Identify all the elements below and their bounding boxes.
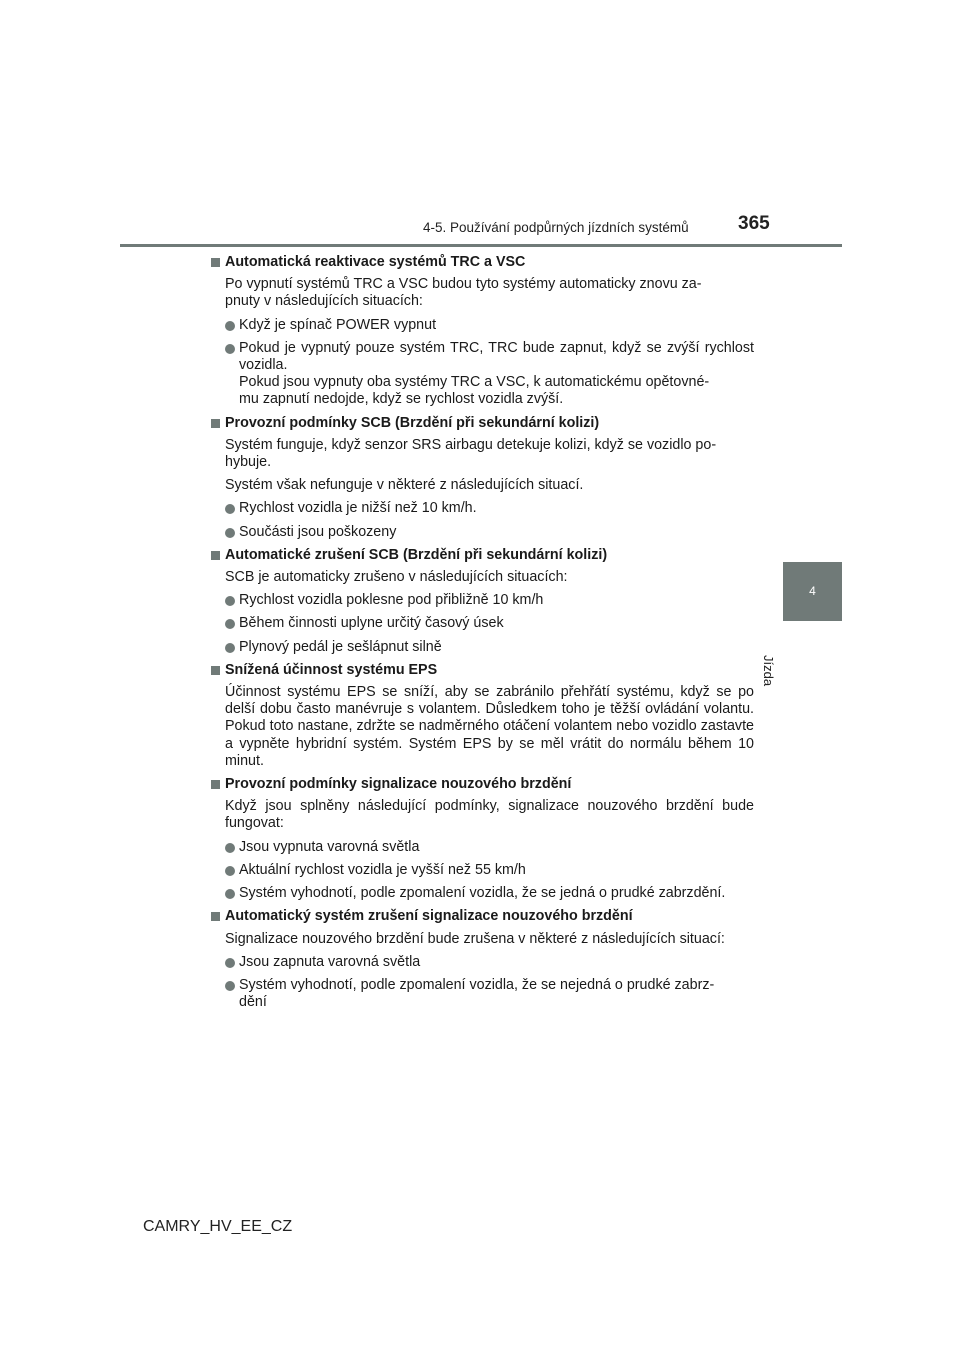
section: [210, 415, 754, 541]
bullet-item: [210, 862, 754, 879]
bullet-text: Aktuální rychlost vozidla je vyšší než 55 km/h: [239, 861, 526, 878]
bullet-item: [210, 639, 754, 656]
section-heading-text: Provozní podmínky signalizace nouzového brzdění: [225, 776, 572, 793]
bullet-item: [210, 954, 754, 971]
bullet-text: Součásti jsou poškozeny: [239, 523, 397, 540]
round-bullet-icon: [225, 619, 235, 629]
square-bullet-icon: [211, 419, 220, 428]
round-bullet-icon: [225, 596, 235, 606]
section: [210, 547, 754, 656]
bullet-item: [210, 592, 754, 609]
section-heading-text: Provozní podmínky SCB (Brzdění při sekundární kolizi): [225, 414, 600, 431]
bullet-item: [210, 885, 754, 902]
paragraph: Systém funguje, když senzor SRS airbagu detekuje kolizi, když se vozidlo po- hybuje.: [225, 436, 717, 471]
section-heading: [210, 254, 754, 271]
square-bullet-icon: [211, 666, 220, 675]
bullet-text: Jsou zapnuta varovná světla: [239, 953, 421, 970]
bullet-item: [210, 524, 754, 541]
bullet-text: Systém vyhodnotí, podle zpomalení vozidla, že se jedná o prudké zabrzdění.: [239, 885, 726, 902]
main-content: [210, 254, 754, 1017]
round-bullet-icon: [225, 344, 235, 354]
square-bullet-icon: [211, 551, 220, 560]
section-heading: [210, 776, 754, 793]
header-divider: [120, 244, 842, 247]
bullet-text: Jsou vypnuta varovná světla: [239, 838, 420, 855]
square-bullet-icon: [211, 258, 220, 267]
round-bullet-icon: [225, 981, 235, 991]
round-bullet-icon: [225, 643, 235, 653]
section: [210, 254, 754, 409]
round-bullet-icon: [225, 843, 235, 853]
round-bullet-icon: [225, 889, 235, 899]
bullet-item: [210, 340, 754, 409]
section-title: 4-5. Používání podpůrných jízdních systémů: [423, 220, 689, 235]
chapter-number: 4: [809, 584, 816, 598]
round-bullet-icon: [225, 504, 235, 514]
square-bullet-icon: [211, 912, 220, 921]
paragraph: SCB je automaticky zrušeno v následujících situacích:: [225, 569, 568, 586]
section: [210, 662, 754, 770]
bullet-item: [210, 977, 754, 1011]
chapter-tab: [783, 562, 842, 621]
section-heading: [210, 662, 754, 679]
chapter-label: Jízda: [761, 655, 776, 687]
document-code: CAMRY_HV_EE_CZ: [143, 1218, 293, 1235]
bullet-text: Během činnosti uplyne určitý časový úsek: [239, 615, 504, 632]
section-heading: [210, 547, 754, 564]
bullet-text: Když je spínač POWER vypnut: [239, 316, 437, 333]
section-heading-text: Snížená účinnost systému EPS: [225, 661, 438, 678]
paragraph: Účinnost systému EPS se sníží, aby se zabránilo přehřátí systému, když se po delší dobu často manévruje s volantem. Důsledkem toho je těžší ovládání volantu. Pokud toto nastane, zdržte se nadměrného otáčení volantem nebo vozidlo zastavte a vypněte hybridní systém. Systém EPS by se měl vrátit do normálu během 10 minut.: [225, 684, 754, 769]
bullet-text: Plynový pedál je sešlápnut silně: [239, 638, 442, 655]
round-bullet-icon: [225, 321, 235, 331]
bullet-item: [210, 839, 754, 856]
round-bullet-icon: [225, 528, 235, 538]
bullet-text: Pokud je vypnutý pouze systém TRC, TRC bude zapnut, když se zvýší rychlost vozidla. Pokud jsou vypnuty oba systémy TRC a VSC, k automatickému opětovné- mu zapnutí nedojde, když se rychlost vozidla zvýší.: [239, 339, 754, 408]
paragraph: Systém však nefunguje v některé z následujících situací.: [225, 477, 584, 494]
paragraph: Když jsou splněny následující podmínky, signalizace nouzového brzdění bude fungovat:: [225, 798, 754, 832]
page-number: 365: [738, 213, 770, 234]
bullet-text: Rychlost vozidla je nižší než 10 km/h.: [239, 500, 477, 517]
section-heading: [210, 415, 754, 432]
bullet-item: [210, 500, 754, 517]
paragraph: Signalizace nouzového brzdění bude zrušena v některé z následujících situací:: [225, 930, 725, 947]
bullet-text: Rychlost vozidla poklesne pod přibližně 10 km/h: [239, 592, 544, 609]
bullet-item: [210, 615, 754, 632]
round-bullet-icon: [225, 958, 235, 968]
bullet-item: [210, 317, 754, 334]
section-heading-text: Automatický systém zrušení signalizace nouzového brzdění: [225, 908, 633, 925]
section-heading-text: Automatická reaktivace systémů TRC a VSC: [225, 254, 526, 270]
bullet-text: Systém vyhodnotí, podle zpomalení vozidla, že se nejedná o prudké zabrz- dění: [239, 976, 715, 1011]
section: [210, 908, 754, 1011]
section-heading: [210, 908, 754, 925]
paragraph: Po vypnutí systémů TRC a VSC budou tyto systémy automaticky znovu za- pnuty v následujících situacích:: [225, 276, 702, 310]
square-bullet-icon: [211, 780, 220, 789]
section: [210, 776, 754, 902]
round-bullet-icon: [225, 866, 235, 876]
section-heading-text: Automatické zrušení SCB (Brzdění při sekundární kolizi): [225, 546, 608, 563]
